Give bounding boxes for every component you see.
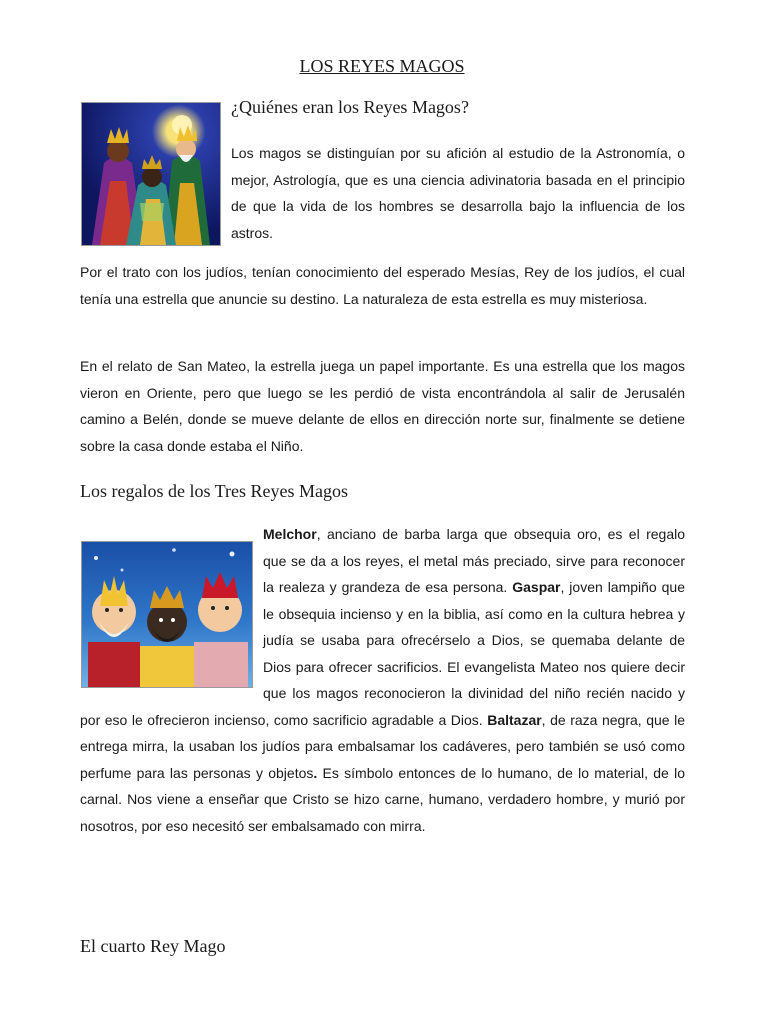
paragraph-san-mateo: En el relato de San Mateo, la estrella juega un papel importante. Es una estrella que los magos vieron en Oriente, pero que luego se les perdió de vista encontrándola al salir de Jerusalén camino a Belén, donde se mueve delante de ellos en dirección norte sur, finalmente se detiene sobre la casa donde estaba el Niño. (80, 358, 685, 454)
document-title: LOS REYES MAGOS (299, 56, 465, 76)
text-gaspar: , joven lampiño que le obsequia incienso y en la biblia, así como en la cultura hebrea y judía se usaba para ofrecérselo a Dios, se quemaba delante de Dios para ofrecer sacrificios. El evangelista Mateo nos quiere decir que los magos reconocieron la divinidad del niño recién nacido y por eso le ofrecieron incienso, como sacrificio agradable a Dios. (80, 579, 685, 728)
name-baltazar: Baltazar (487, 711, 542, 728)
bold-period: . (313, 764, 318, 781)
section-heading-quienes: ¿Quiénes eran los Reyes Magos? (231, 97, 469, 117)
paragraph-trato-judios: Por el trato con los judíos, tenían conocimiento del esperado Mesías, Rey de los judíos, el cual tenía una estrella que anuncie su destino. La naturaleza de esta estrella es muy misteriosa. (80, 264, 685, 307)
name-gaspar: Gaspar (512, 579, 561, 595)
section-heading-regalos: Los regalos de los Tres Reyes Magos (80, 481, 348, 501)
text-baltazar: , de raza negra, que le entrega mirra, la usaban los judíos para embalsamar los cadáveres, pero también se usó como perfume para las personas y objetos (80, 711, 685, 781)
section-heading-cuarto-rey: El cuarto Rey Mago (80, 936, 226, 956)
name-melchor: Melchor (263, 526, 317, 542)
paragraph-regalos (80, 521, 685, 839)
paragraph-magos-astronomia: Los magos se distinguían por su afición al estudio de la Astronomía, o mejor, Astrología, que es una ciencia adivinatoria basada en el principio de que la vida de los hombres se desarrolla bajo la influencia de los astros. (231, 145, 685, 241)
text-closing: Es símbolo entonces de lo humano, de lo material, de lo carnal. Nos viene a enseñar que Cristo se hizo carne, humano, verdadero hombre, y murió por nosotros, por eso necesitó ser embalsamado con mirra. (80, 764, 685, 834)
text-melchor: , anciano de barba larga que obsequia oro, es el regalo que se da a los reyes, el metal más preciado, sirve para reconocer la realeza y grandeza de esa persona. (263, 526, 685, 595)
three-kings-illustration (81, 102, 221, 246)
image-wrap-spacer (80, 521, 263, 681)
